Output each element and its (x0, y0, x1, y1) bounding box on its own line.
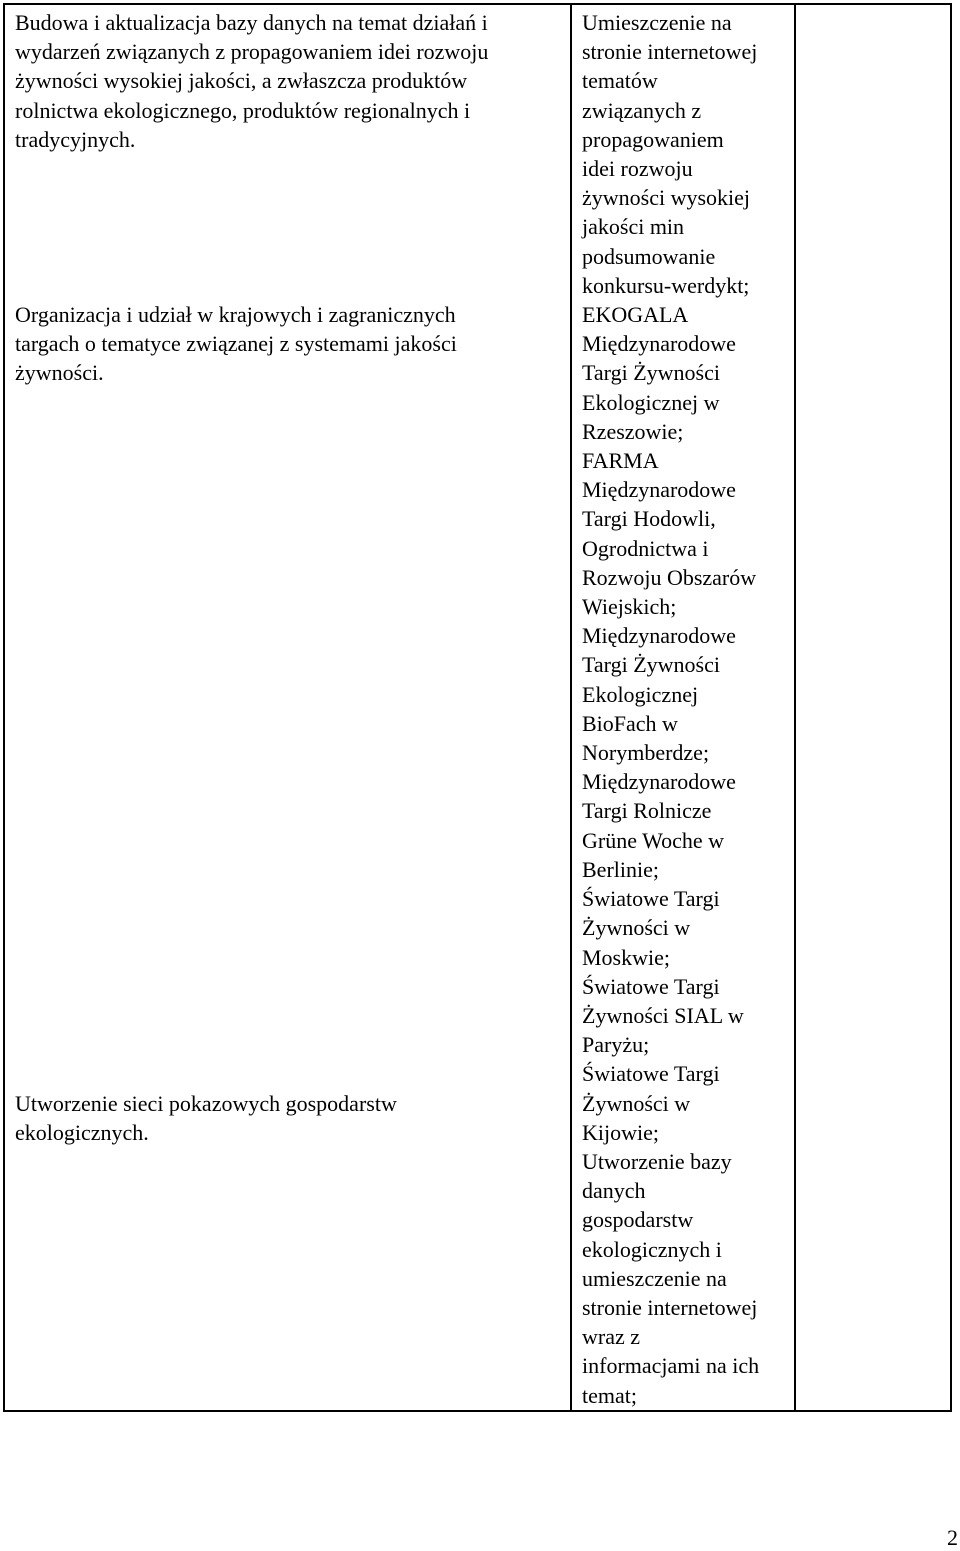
task-database: Budowa i aktualizacja bazy danych na temat działań i wydarzeń związanych z propagowaniem idei rozwoju żywności wysokiej jakości, a zwłaszcza produktów rolnictwa ekologicznego, produktów regionalnych i tradycyjnych. (15, 10, 489, 152)
document-table (3, 3, 952, 1412)
action-fairs-list: EKOGALA Międzynarodowe Targi Żywności Ekologicznej w Rzeszowie; FARMA Międzynarodowe Targi Hodowli, Ogrodnictwa i Rozwoju Obszarów Wiejskich; Międzynarodowe Targi Żywności Ekologicznej BioFach w Norymberdze; Międzynarodowe Targi Rolnicze Grüne Woche w Berlinie; Światowe Targi Żywności w Moskwie; Światowe Targi Żywności SIAL w Paryżu; Światowe Targi Żywności w Kijowie; (582, 302, 757, 1145)
task-demo-farms: Utworzenie sieci pokazowych gospodarstw ekologicznych. (15, 1090, 397, 1145)
table-cell-empty (795, 4, 951, 1411)
empty-cell-text (796, 5, 950, 8)
table-row (4, 4, 951, 1411)
task-trade-fairs: Organizacja i udział w krajowych i zagranicznych targach o tematyce związanej z systemami jakości żywności. (15, 302, 457, 386)
table-cell-tasks (4, 4, 571, 1411)
page-number: 2 (947, 1525, 958, 1550)
table-cell-actions (571, 4, 795, 1411)
action-farm-database: Utworzenie bazy danych gospodarstw ekologicznych i umieszczenie na stronie internetowej wraz z informacjami na ich temat; (582, 1148, 760, 1408)
action-website-topics: Umieszczenie na stronie internetowej tematów związanych z propagowaniem idei rozwoju żywności wysokiej jakości min podsumowanie konkursu-werdykt; (582, 10, 758, 298)
